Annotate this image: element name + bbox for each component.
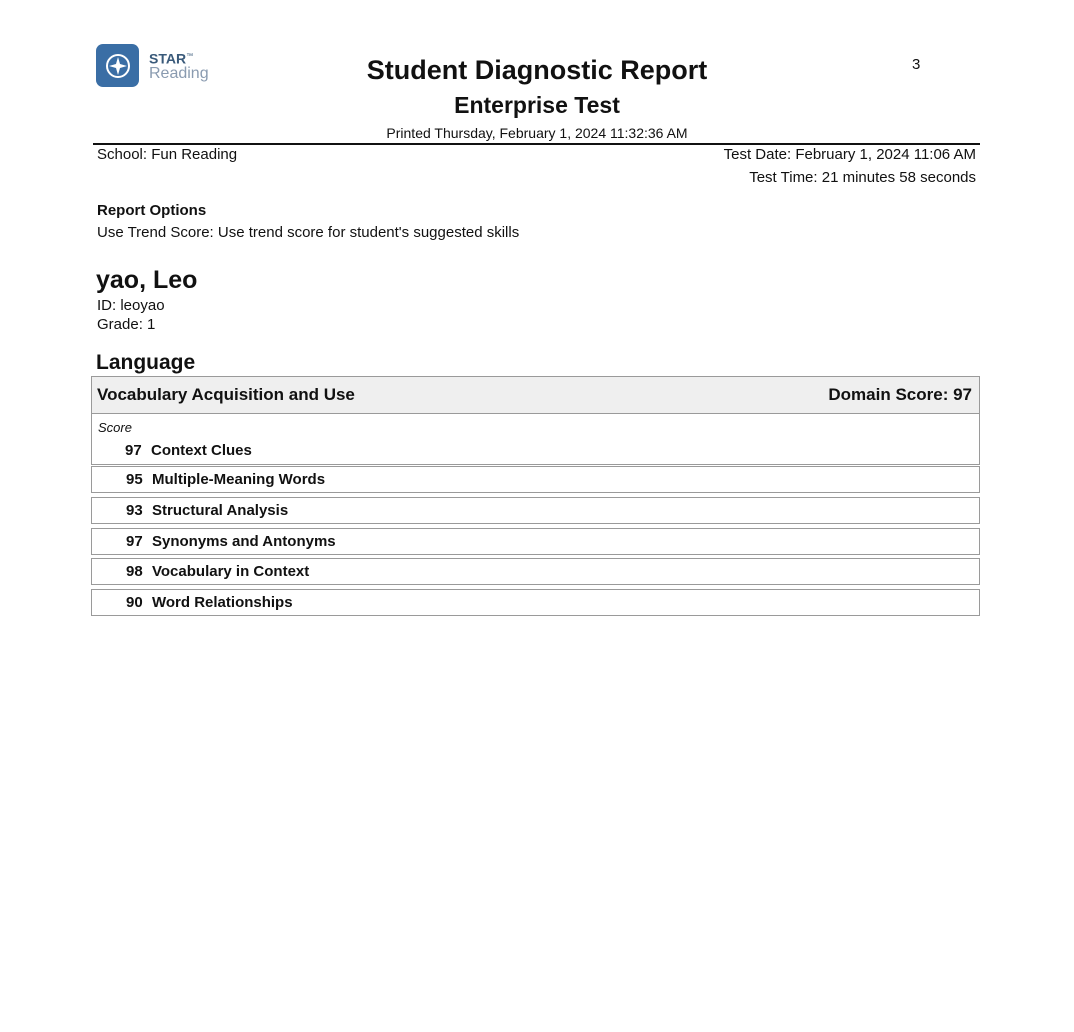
test-date: Test Date: February 1, 2024 11:06 AM [723,146,976,163]
skill-score: 95 [126,471,143,488]
skill-score: 98 [126,563,143,580]
skill-row [91,466,980,493]
score-column-label: Score [98,420,132,435]
skill-score: 90 [126,594,143,611]
skill-row [91,497,980,524]
report-options-text: Use Trend Score: Use trend score for student's suggested skills [97,224,520,241]
skill-row [91,438,978,463]
logo-trademark: ™ [186,52,194,60]
skill-name: Synonyms and Antonyms [152,533,336,550]
skill-score: 97 [126,533,143,550]
report-options-heading: Report Options [97,202,207,219]
header-divider [93,143,980,145]
skill-name: Context Clues [151,442,252,459]
skill-name: Structural Analysis [152,502,289,519]
report-title: Student Diagnostic Report [366,55,708,85]
skill-score: 97 [125,442,142,459]
skill-row [91,589,980,616]
domain-score: Domain Score: 97 [828,385,972,404]
page-number: 3 [912,56,921,73]
section-title: Language [96,351,196,374]
printed-timestamp: Printed Thursday, February 1, 2024 11:32:36 AM [386,125,688,141]
skill-name: Vocabulary in Context [152,563,310,580]
domain-header [92,377,979,414]
student-name: yao, Leo [96,266,198,294]
school-name: School: Fun Reading [97,146,238,163]
student-id: ID: leoyao [97,297,165,314]
report-subtitle: Enterprise Test [454,92,620,118]
student-grade: Grade: 1 [97,316,156,333]
logo-product: Reading [149,65,209,83]
skill-name: Word Relationships [152,594,293,611]
test-time: Test Time: 21 minutes 58 seconds [749,169,976,186]
domain-name: Vocabulary Acquisition and Use [97,385,355,404]
skill-row [91,558,980,585]
logo-brand: STAR [149,50,187,67]
skill-row [91,528,980,555]
skill-name: Multiple-Meaning Words [152,471,326,488]
skill-score: 93 [126,502,143,519]
